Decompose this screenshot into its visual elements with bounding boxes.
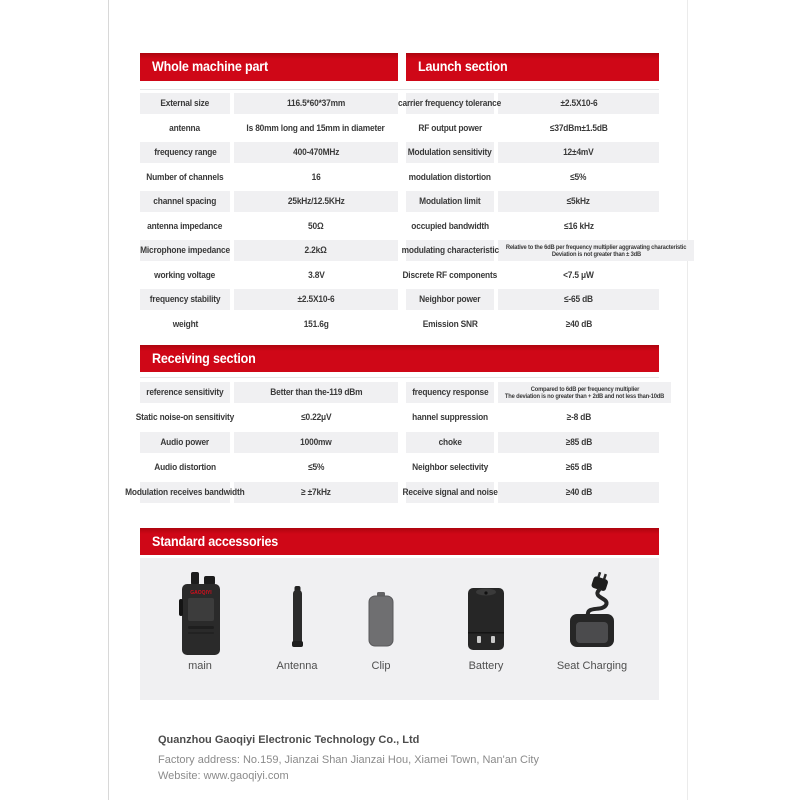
spec-value: 3.8V	[307, 269, 325, 281]
accessory-seat-charging	[552, 572, 632, 672]
spec-value: 400-470MHz	[234, 142, 398, 163]
spec-row	[135, 407, 398, 428]
spec-row	[140, 142, 398, 163]
spec-value: ≤0.22μV	[300, 412, 332, 423]
spec-value: ≥85 dB	[498, 432, 659, 453]
spec-row	[140, 167, 398, 188]
spec-value: <7.5 μW	[563, 269, 594, 281]
spec-label: carrier frequency tolerance	[406, 93, 494, 114]
spec-value: ≥-8 dB	[566, 412, 591, 423]
spec-label: Modulation receives bandwidth	[140, 482, 230, 503]
spec-label: antenna	[169, 122, 201, 134]
section-header-whole-machine	[140, 53, 398, 81]
walkie-talkie-image	[165, 572, 235, 658]
spec-value: Compared to 6dB per frequency multiplier The deviation is no greater than + 2dB and not less than-10dB	[498, 382, 671, 403]
spec-label: Neighbor power	[406, 289, 494, 310]
spec-label: choke	[406, 432, 494, 453]
spec-value: Better than the-119 dBm	[234, 382, 398, 403]
spec-row	[406, 191, 659, 212]
accessories-panel	[140, 558, 659, 700]
clip-image	[346, 572, 416, 658]
spec-label: occupied bandwidth	[411, 220, 489, 232]
spec-row	[140, 191, 398, 212]
spec-row	[140, 216, 398, 237]
svg-text:GAOQIYI: GAOQIYI	[190, 590, 212, 596]
spec-label: Static noise-on sensitivity	[135, 412, 235, 423]
spec-label: frequency range	[140, 142, 230, 163]
spec-row	[140, 93, 398, 114]
spec-label: Modulation limit	[406, 191, 494, 212]
spec-row	[140, 265, 398, 286]
spec-row	[140, 457, 398, 478]
whole-machine-table	[140, 93, 398, 338]
section-title: Whole machine part	[152, 59, 268, 74]
section-title: Receiving section	[152, 351, 256, 366]
spec-row	[140, 382, 398, 403]
accessory-clip	[346, 572, 416, 672]
spec-label: modulating characteristic	[406, 240, 494, 261]
spec-label: Discrete RF components	[402, 269, 498, 281]
spec-row	[406, 432, 659, 453]
charger-image	[552, 572, 632, 658]
spec-value: ≤5%	[307, 462, 325, 473]
spec-label: frequency response	[406, 382, 494, 403]
spec-label: Audio power	[140, 432, 230, 453]
launch-table	[398, 93, 687, 338]
section-title: Launch section	[418, 59, 508, 74]
spec-row	[406, 118, 659, 139]
spec-value: ±2.5X10-6	[234, 289, 398, 310]
spec-value: 2.2kΩ	[234, 240, 398, 261]
spec-value: ≤16 kHz	[563, 220, 594, 232]
left-border-line	[108, 0, 109, 800]
spec-value: ≤-65 dB	[498, 289, 659, 310]
spec-row	[406, 142, 659, 163]
spec-label: External size	[140, 93, 230, 114]
spec-label: frequency stability	[140, 289, 230, 310]
accessory-label: main	[188, 660, 212, 672]
receiving-table-left	[125, 382, 398, 507]
spec-value: 25kHz/12.5KHz	[234, 191, 398, 212]
website: Website: www.gaoqiyi.com	[158, 770, 289, 782]
spec-label: Modulation sensitivity	[406, 142, 494, 163]
accessory-label: Seat Charging	[556, 660, 628, 672]
separator-line	[140, 377, 659, 378]
spec-value: Is 80mm long and 15mm in diameter	[246, 122, 386, 134]
company-name: Quanzhou Gaoqiyi Electronic Technology Co., Ltd	[158, 734, 420, 746]
spec-row	[140, 118, 398, 139]
spec-label: reference sensitivity	[140, 382, 230, 403]
spec-row	[406, 289, 659, 310]
spec-value: ≥65 dB	[565, 462, 592, 473]
section-header-accessories	[140, 528, 659, 555]
section-title: Standard accessories	[152, 534, 279, 549]
antenna-image	[262, 572, 332, 658]
spec-label: Audio distortion	[154, 462, 216, 473]
spec-row	[398, 93, 659, 114]
spec-value: ≤37dBm±1.5dB	[549, 122, 608, 134]
spec-row	[401, 240, 687, 261]
spec-row	[406, 457, 659, 478]
spec-label: hannel suppression	[412, 412, 488, 423]
spec-value: ±2.5X10-6	[498, 93, 659, 114]
spec-label: Emission SNR	[422, 318, 478, 330]
spec-row	[125, 482, 398, 503]
spec-value: ≤5kHz	[498, 191, 659, 212]
spec-value: ≤5%	[570, 171, 587, 183]
spec-value: 50Ω	[308, 220, 324, 232]
spec-row	[406, 382, 665, 403]
spec-label: working voltage	[154, 269, 216, 281]
spec-row	[406, 216, 659, 237]
spec-value: 12±4mV	[498, 142, 659, 163]
spec-value: 1000mw	[234, 432, 398, 453]
spec-label: weight	[172, 318, 198, 330]
battery-image	[451, 572, 521, 658]
right-border-line	[687, 0, 688, 800]
accessory-main	[165, 572, 235, 672]
spec-row	[140, 432, 398, 453]
spec-row	[140, 289, 398, 310]
footer	[158, 734, 539, 786]
spec-label: Number of channels	[146, 171, 224, 183]
spec-row	[406, 407, 659, 428]
spec-label: Receive signal and noise	[406, 482, 494, 503]
spec-row	[406, 167, 659, 188]
spec-label: Neighbor selectivity	[412, 462, 488, 473]
spec-row	[402, 482, 659, 503]
accessory-label: Antenna	[276, 660, 318, 672]
spec-label: Microphone impedance	[140, 240, 230, 261]
separator-line	[140, 89, 659, 90]
accessory-label: Battery	[468, 660, 504, 672]
spec-value: 151.6g	[303, 318, 329, 330]
spec-label: modulation distortion	[408, 171, 492, 183]
spec-value: 116.5*60*37mm	[234, 93, 398, 114]
spec-row	[406, 314, 659, 335]
spec-value: ≥40 dB	[565, 318, 592, 330]
spec-value: ≥40 dB	[498, 482, 659, 503]
spec-row	[402, 265, 659, 286]
spec-row	[140, 240, 398, 261]
section-header-launch	[406, 53, 659, 81]
factory-address: Factory address: No.159, Jianzai Shan Jianzai Hou, Xiamei Town, Nan'an City	[158, 754, 539, 766]
spec-row	[140, 314, 398, 335]
spec-value: Relative to the 6dB per frequency multiplier aggravating characteristic Deviation is not greater than ± 3dB	[498, 240, 694, 261]
section-header-receiving	[140, 345, 659, 372]
spec-label: channel spacing	[140, 191, 230, 212]
spec-label: RF output power	[418, 122, 482, 134]
accessory-battery	[451, 572, 521, 672]
spec-value: ≥ ±7kHz	[234, 482, 398, 503]
spec-label: antenna impedance	[147, 220, 223, 232]
accessory-label: Clip	[371, 660, 391, 672]
spec-value: 16	[311, 171, 321, 183]
receiving-table-right	[402, 382, 665, 507]
accessory-antenna	[262, 572, 332, 672]
